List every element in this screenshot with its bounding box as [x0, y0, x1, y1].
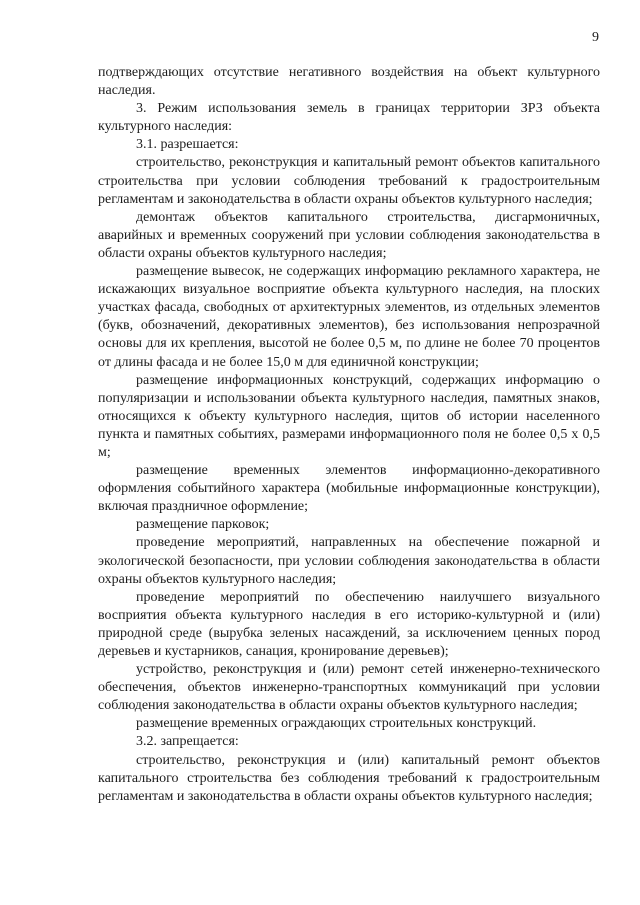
subsection-heading-prohibited: 3.2. запрещается: [136, 734, 239, 750]
paragraph-parking: размещение парковок; [136, 517, 270, 533]
paragraph-information-structures: размещение информационных конструкций, содержащих информацию о популяризации и использовании объекта культурного наследия, памятных знаков, относящихся к объекту культурного наследия, щитов об истории населенного пункта и памятных событиях, размерами информационного поля не более 0,5 х 0,5 м; [98, 372, 600, 460]
document-body [98, 64, 600, 806]
paragraph-prohibited-construction: строительство, реконструкция и (или) капитальный ремонт объектов капитального строительства без соблюдения требований к градостроительным регламентам и законодательства в области охраны объектов культурного наследия; [98, 752, 600, 804]
page-number: 9 [592, 30, 599, 45]
paragraph-continuation: подтверждающих отсутствие негативного воздействия на объект культурного наследия. [98, 65, 600, 99]
paragraph-signage: размещение вывесок, не содержащих информацию рекламного характера, не искажающих визуальное восприятие объекта культурного наследия, на плоских участках фасада, свободных от архитектурных элементов, из отдельных элементов (букв, обозначений, декоративных элементов), без использования непрозрачной основы для их крепления, высотой не более 0,5 м, по длине не более 70 процентов от длины фасада и не более 15,0 м для единичной конструкции; [98, 264, 600, 370]
subsection-heading-allowed: 3.1. разрешается: [136, 137, 239, 153]
paragraph-visual-perception: проведение мероприятий по обеспечению наилучшего визуального восприятия объекта культурного наследия в его историко-культурной и (или) природной среде (вырубка зеленых насаждений, за исключением ценных пород деревьев и кустарников, санация, кронирование деревьев); [98, 589, 600, 659]
paragraph-construction: строительство, реконструкция и капитальный ремонт объектов капитального строительства при условии соблюдения требований к градостроительным регламентам и законодательства в области охраны объектов культурного наследия; [98, 155, 600, 207]
paragraph-engineering-networks: устройство, реконструкция и (или) ремонт сетей инженерно-технического обеспечения, объектов инженерно-транспортных коммуникаций при условии соблюдения законодательства в области охраны объектов культурного наследия; [98, 662, 600, 714]
paragraph-fire-safety: проведение мероприятий, направленных на обеспечение пожарной и экологической безопасности, при условии соблюдения законодательства в области охраны объектов культурного наследия; [98, 535, 600, 587]
paragraph-temporary-fencing: размещение временных ограждающих строительных конструкций. [136, 716, 537, 732]
paragraph-dismantling: демонтаж объектов капитального строительства, дисгармоничных, аварийных и временных сооружений при условии соблюдения законодательства в области охраны объектов культурного наследия; [98, 209, 600, 261]
paragraph-temporary-decor: размещение временных элементов информационно-декоративного оформления событийного характера (мобильные информационные конструкции), включая праздничное оформление; [98, 463, 600, 515]
section-heading-land-use-regime: 3. Режим использования земель в границах территории ЗРЗ объекта культурного наследия: [98, 101, 600, 135]
